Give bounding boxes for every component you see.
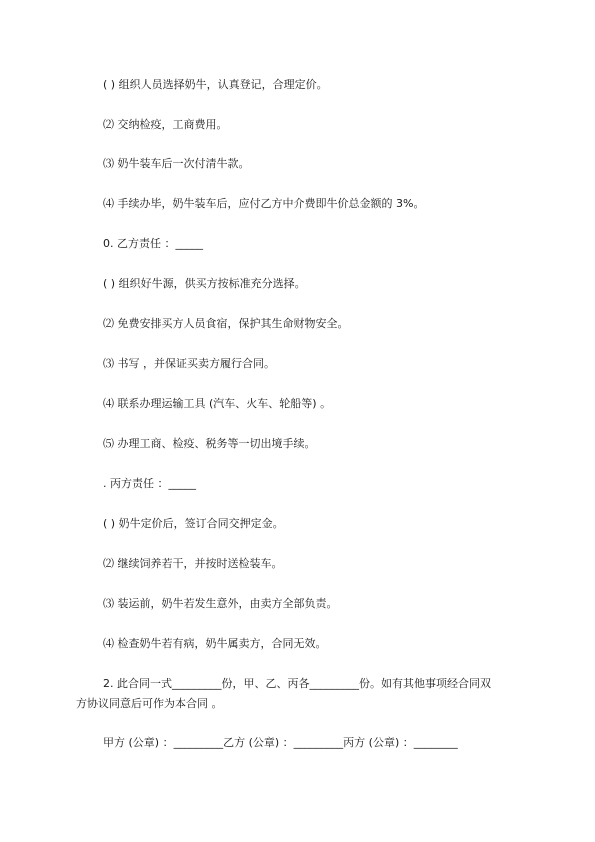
text-line: ( ) 组织好牛源，供买方按标准充分选择。 — [103, 277, 306, 290]
text-line: ⑶ 奶牛装车后一次付清牛款。 — [103, 157, 250, 170]
text-line: ⑷ 手续办毕，奶牛装车后，应付乙方中介费即牛价总金额的 3%。 — [103, 197, 425, 210]
clause-2 — [76, 674, 523, 714]
text-line: ⑵ 免费安排买方人员食宿，保护其生命财物安全。 — [103, 317, 349, 330]
text-line: ( ) 组织人员选择奶牛，认真登记，合理定价。 — [103, 78, 328, 91]
text-line: ⑷ 检查奶牛若有病，奶牛属卖方，合同无效。 — [103, 637, 327, 650]
text-line: ( ) 奶牛定价后，签订合同交押定金。 — [103, 517, 284, 530]
text-line: ⑵ 交纳检疫，工商费用。 — [103, 118, 228, 131]
signature-line: 甲方 (公章) ：_________乙方 (公章) ：_________丙方 (公章) ：________ — [103, 736, 458, 749]
text-line: ⑵ 继续饲养若干，并按时送检装车。 — [103, 557, 283, 570]
clause-2-line1: 2. 此合同一式_________份，甲、乙、丙各_________份。如有其他事项经合同双 — [103, 677, 491, 690]
text-line: ⑶ 书写 ，并保证买卖方履行合同。 — [103, 357, 275, 370]
clause-2-line2: 方协议同意后可作为本合同 。 — [76, 697, 223, 710]
section-heading: . 丙方责任 ：_____ — [103, 477, 196, 490]
text-line: ⑶ 装运前，奶牛若发生意外，由卖方全部负责。 — [103, 597, 338, 610]
section-heading: 0. 乙方责任 ：_____ — [103, 237, 203, 250]
text-line: ⑸ 办理工商、检疫、税务等一切出境手续。 — [103, 437, 316, 450]
text-line: ⑷ 联系办理运输工具 (汽车、火车、轮船等) 。 — [103, 397, 332, 410]
